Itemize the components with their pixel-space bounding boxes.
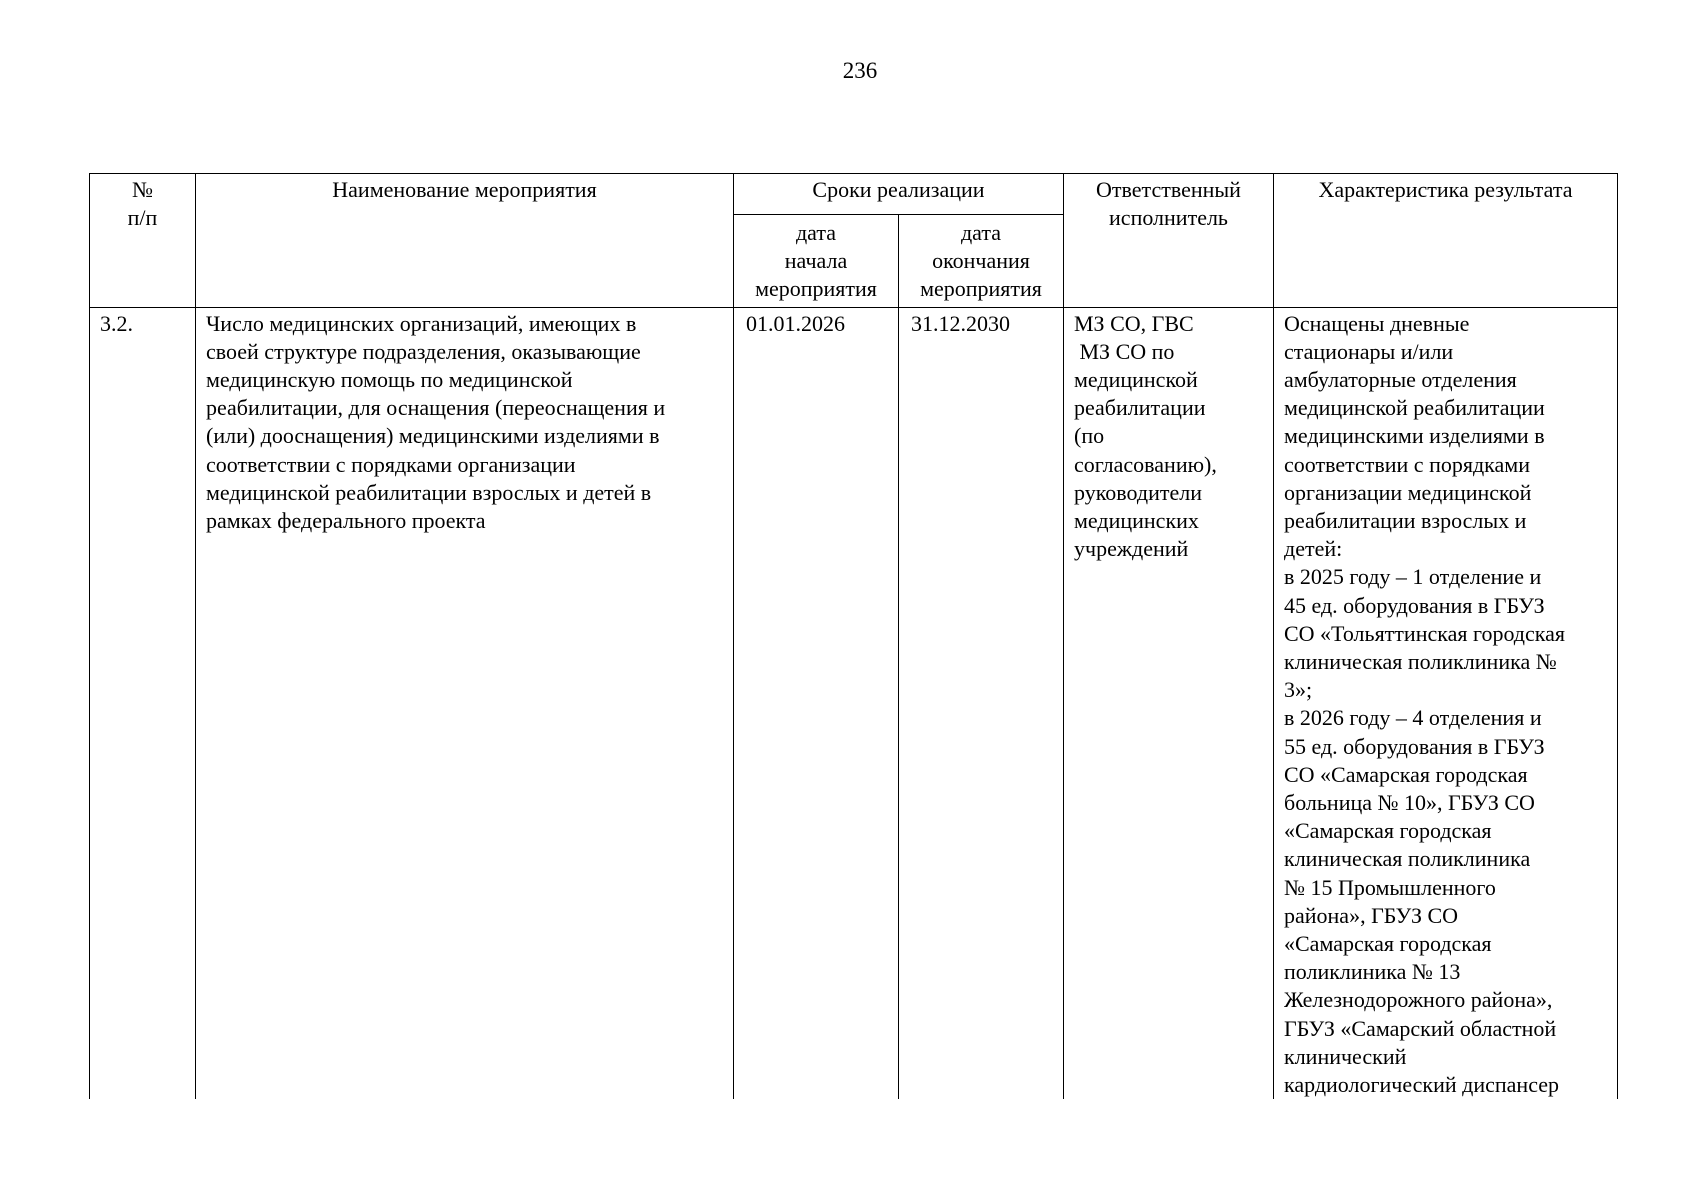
activity-name-line: медицинскую помощь по медицинской bbox=[206, 367, 573, 393]
result-line: клиническая поликлиника № bbox=[1284, 649, 1557, 675]
result-line: клиническая поликлиника bbox=[1284, 846, 1531, 872]
responsible-line: медицинской bbox=[1074, 367, 1198, 393]
result-cell bbox=[1274, 307, 1618, 1099]
start-date-cell: 01.01.2026 bbox=[734, 307, 899, 1099]
header-responsible: Ответственный исполнитель bbox=[1064, 174, 1274, 308]
header-activity-name: Наименование мероприятия bbox=[196, 174, 734, 308]
result-line: кардиологический диспансер bbox=[1284, 1072, 1559, 1098]
result-line: клинический bbox=[1284, 1043, 1407, 1069]
result-line: соответствии с порядками bbox=[1284, 451, 1530, 477]
result-line: медицинской реабилитации bbox=[1284, 395, 1545, 421]
header-end-date: дата окончания мероприятия bbox=[899, 215, 1064, 308]
result-line: медицинскими изделиями в bbox=[1284, 423, 1545, 449]
activity-name-line: реабилитации, для оснащения (переоснащения и bbox=[206, 395, 666, 421]
activity-name-line: Число медицинских организаций, имеющих в bbox=[206, 310, 637, 336]
responsible-cell bbox=[1064, 307, 1274, 1099]
result-line: больница № 10», ГБУЗ СО bbox=[1284, 790, 1535, 816]
result-line: 3»; bbox=[1284, 677, 1313, 703]
responsible-line: (по bbox=[1074, 423, 1105, 449]
header-number: № п/п bbox=[90, 174, 196, 308]
result-line: поликлиника № 13 bbox=[1284, 959, 1461, 985]
result-line: реабилитации взрослых и bbox=[1284, 508, 1527, 534]
result-line: в 2025 году – 1 отделение и bbox=[1284, 564, 1542, 590]
result-line: Железнодорожного района», bbox=[1284, 987, 1553, 1013]
activity-name-cell bbox=[196, 307, 734, 1099]
header-start-date: дата начала мероприятия bbox=[734, 215, 899, 308]
activity-name-line: рамках федерального проекта bbox=[206, 508, 486, 534]
result-line: ГБУЗ «Самарский областной bbox=[1284, 1015, 1557, 1041]
result-line: организации медицинской bbox=[1284, 479, 1532, 505]
activity-name-line: медицинской реабилитации взрослых и детей в bbox=[206, 479, 652, 505]
responsible-line: реабилитации bbox=[1074, 395, 1206, 421]
page-number: 236 bbox=[842, 58, 878, 83]
table-header bbox=[90, 174, 1618, 308]
result-line: района», ГБУЗ СО bbox=[1284, 902, 1459, 928]
result-line: «Самарская городская bbox=[1284, 931, 1492, 957]
result-line: СО «Тольяттинская городская bbox=[1284, 620, 1566, 646]
result-line: Оснащены дневные bbox=[1284, 310, 1470, 336]
result-line: детей: bbox=[1284, 536, 1343, 562]
row-number: 3.2. bbox=[90, 307, 196, 1099]
result-line: стационары и/или bbox=[1284, 338, 1454, 364]
activity-name-line: своей структуре подразделения, оказывающие bbox=[206, 338, 641, 364]
responsible-line: руководители bbox=[1074, 479, 1202, 505]
result-line: 45 ед. оборудования в ГБУЗ bbox=[1284, 592, 1545, 618]
responsible-line: учреждений bbox=[1074, 536, 1189, 562]
result-line: № 15 Промышленного bbox=[1284, 874, 1496, 900]
header-implementation-period: Сроки реализации bbox=[734, 174, 1064, 215]
end-date-cell: 31.12.2030 bbox=[899, 307, 1064, 1099]
responsible-line: МЗ СО по bbox=[1074, 338, 1175, 364]
header-result: Характеристика результата bbox=[1274, 174, 1618, 308]
result-line: 55 ед. оборудования в ГБУЗ bbox=[1284, 733, 1545, 759]
result-line: «Самарская городская bbox=[1284, 818, 1492, 844]
responsible-line: согласованию), bbox=[1074, 451, 1217, 477]
responsible-line: МЗ СО, ГВС bbox=[1074, 310, 1194, 336]
result-line: в 2026 году – 4 отделения и bbox=[1284, 705, 1542, 731]
result-line: СО «Самарская городская bbox=[1284, 761, 1528, 787]
responsible-line: медицинских bbox=[1074, 508, 1199, 534]
table-row bbox=[90, 307, 1618, 1099]
result-line: амбулаторные отделения bbox=[1284, 367, 1517, 393]
activity-name-line: (или) дооснащения) медицинскими изделиями в bbox=[206, 423, 660, 449]
activities-table bbox=[89, 173, 1618, 1099]
activity-name-line: соответствии с порядками организации bbox=[206, 451, 576, 477]
